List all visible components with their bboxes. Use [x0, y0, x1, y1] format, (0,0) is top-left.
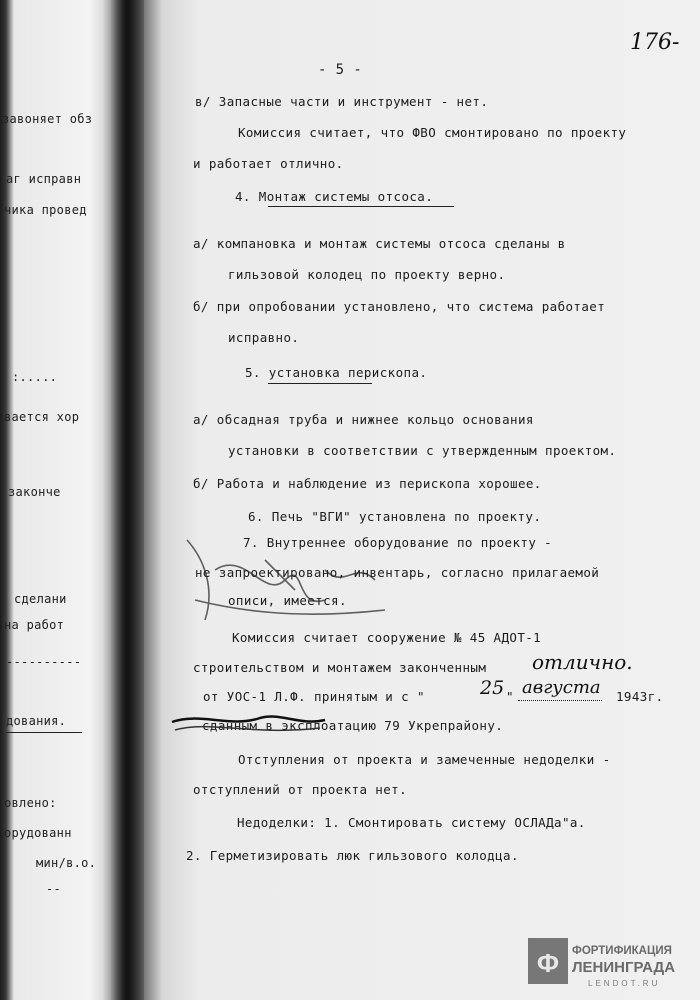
left-fragment: чика провед [4, 203, 87, 217]
body-line: от УОС-1 Л.Ф. принятым и с " [203, 689, 425, 704]
body-line: описи, имеется. [228, 593, 347, 608]
heading-underline [268, 383, 372, 384]
body-line: Недоделки: 1. Смонтировать систему ОСЛАДа"а. [237, 815, 586, 830]
left-fragment: ---------- [6, 655, 82, 669]
section-heading: 5. установка перископа. [245, 365, 428, 380]
handwritten-grade: отлично. [532, 650, 633, 674]
body-line: Отступления от проекта и замеченные недоделки - [238, 752, 611, 767]
left-fragment: -- [46, 882, 62, 896]
left-fragment: аг исправн [6, 172, 82, 186]
left-fragment: вается хор [4, 410, 80, 424]
signature-scrawl [175, 530, 415, 640]
body-line: в/ Запасные части и инструмент - нет. [195, 94, 489, 109]
body-line: установки в соответствии с утвержденным проектом. [228, 443, 617, 458]
body-line: 6. Печь "ВГИ" установлена по проекту. [248, 509, 542, 524]
body-line: не запроектировано, инвентарь, согласно прилагаемой [195, 565, 600, 580]
body-line: строительством и монтажем законченным [193, 660, 487, 675]
body-line: а/ компановка и монтаж системы отсоса сделаны в [193, 236, 566, 251]
body-line: отступлений от проекта нет. [193, 782, 407, 797]
month-underline [518, 700, 602, 701]
left-fragment: орудованн [4, 826, 72, 840]
binding-shadow [110, 0, 144, 1000]
left-fragment: мин/в.о. [36, 856, 97, 870]
body-line: б/ при опробовании установлено, что система работает [193, 299, 606, 314]
handwritten-day: 25 [480, 677, 505, 699]
body-line: сданным в эксплоатацию 79 Укрепрайону. [202, 718, 504, 733]
left-fragment: овлено: [4, 796, 57, 810]
left-underline [6, 732, 82, 733]
handwritten-month: августа [522, 677, 601, 698]
body-line: гильзовой колодец по проекту верно. [228, 267, 506, 282]
watermark-logo [528, 932, 688, 992]
left-fragment: на работ [4, 618, 65, 632]
section-heading: 4. Монтаж системы отсоса. [235, 189, 434, 204]
svg-text:Ф: Ф [536, 948, 560, 978]
left-fragment: сделани [14, 592, 67, 606]
body-line: исправно. [228, 330, 300, 345]
watermark-line1: ФОРТИФИКАЦИЯ [572, 945, 672, 957]
body-line: б/ Работа и наблюдение из перископа хорошее. [193, 476, 542, 491]
watermark-line2: ЛЕНИНГРАДА [572, 959, 676, 976]
body-line: Комиссия считает, что ФВО смонтировано по проекту [238, 125, 627, 140]
page-number: - 5 - [318, 62, 363, 78]
heading-underline [268, 206, 454, 207]
body-line: 7. Внутреннее оборудование по проекту - [243, 535, 553, 550]
watermark-line3: LENDOT.RU [588, 979, 661, 988]
left-fragment: законче [8, 485, 61, 499]
body-line: и работает отлично. [193, 156, 344, 171]
body-line: " [506, 689, 514, 704]
body-line: а/ обсадная труба и нижнее кольцо основания [193, 412, 534, 427]
left-fragment: дования. [6, 714, 67, 728]
left-fragment: :..... [12, 370, 58, 384]
handwritten-page-number: 176- [630, 30, 680, 55]
signature-scrawl [170, 700, 330, 740]
body-line: Комиссия считает сооружение № 45 АДОТ-1 [232, 630, 542, 645]
body-line: 1943г. [616, 689, 664, 704]
left-fragment: завоняет обз [2, 112, 93, 126]
body-line: 2. Герметизировать люк гильзового колодца. [186, 848, 519, 863]
